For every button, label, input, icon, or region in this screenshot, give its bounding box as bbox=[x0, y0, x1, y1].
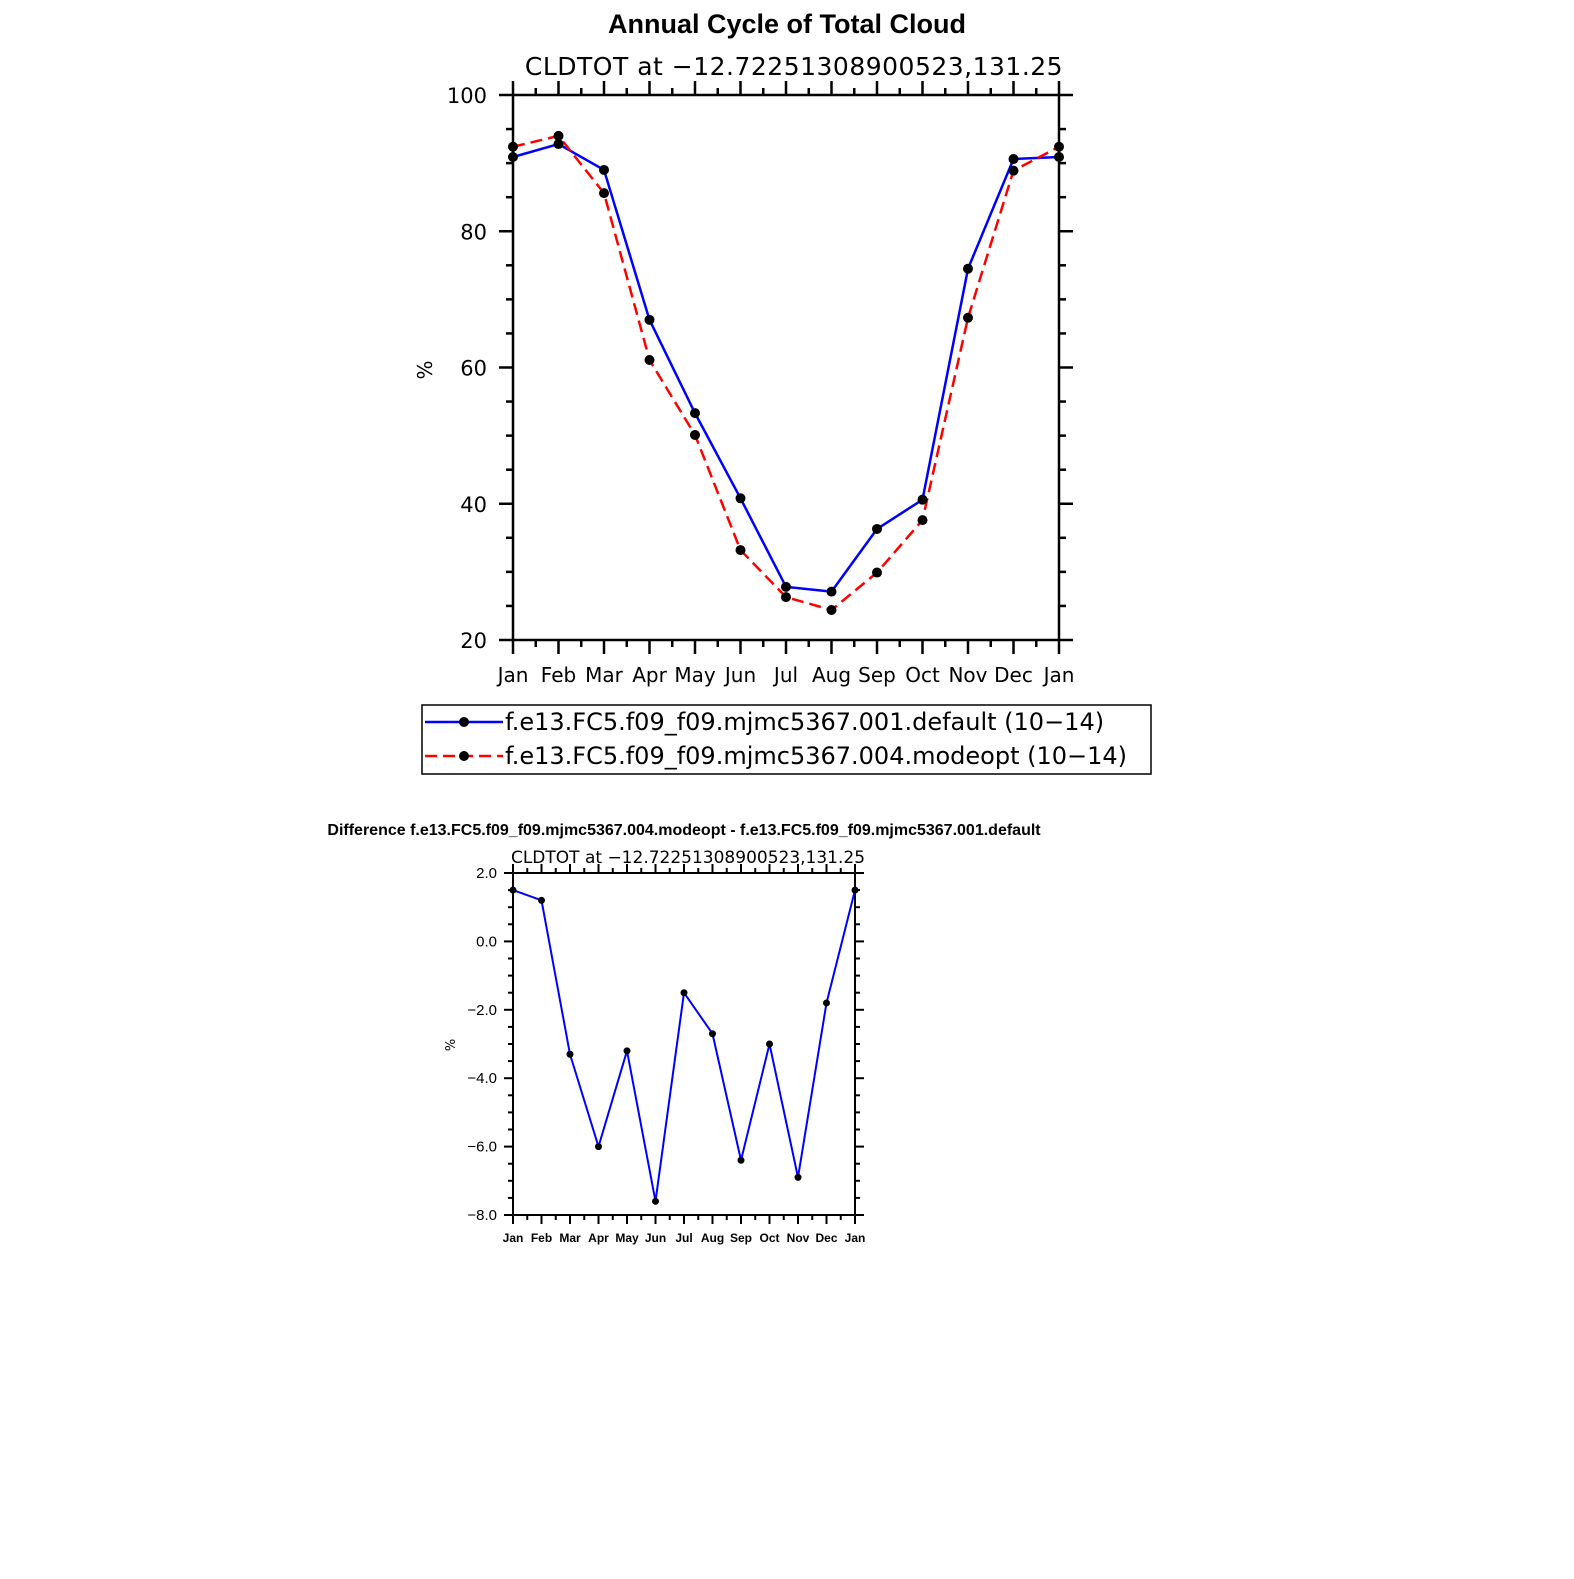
diff-series-1-point bbox=[795, 1174, 802, 1181]
difference-chart-title: Difference f.e13.FC5.f09_f09.mjmc5367.004.modeopt - f.e13.FC5.f09_f09.mjmc5367.001.default bbox=[327, 822, 1041, 839]
diff-series-1-point bbox=[652, 1198, 659, 1205]
main-series-1-point bbox=[690, 408, 700, 418]
main-x-tick-label: Dec bbox=[994, 663, 1033, 687]
main-legend bbox=[422, 705, 1151, 774]
main-series-1-point bbox=[1054, 152, 1064, 162]
main-x-tick-label: Sep bbox=[858, 663, 896, 687]
diff-y-tick-label: −2.0 bbox=[467, 1001, 497, 1019]
main-series-2-point bbox=[554, 131, 564, 141]
main-chart-subtitle: CLDTOT at −12.72251308900523,131.25 bbox=[524, 52, 1064, 81]
diff-x-tick-label: May bbox=[615, 1231, 639, 1245]
main-y-axis-label: % bbox=[413, 360, 437, 380]
diff-x-tick-label: Apr bbox=[588, 1231, 609, 1245]
main-x-tick-label: Nov bbox=[948, 663, 988, 687]
difference-y-axis-label: % bbox=[444, 1038, 459, 1052]
diff-x-tick-label: Dec bbox=[815, 1231, 838, 1245]
diff-x-tick-label: Jul bbox=[675, 1231, 693, 1245]
main-series-1-point bbox=[827, 587, 837, 597]
main-series-1-point bbox=[781, 582, 791, 592]
diff-x-tick-label: Feb bbox=[530, 1231, 553, 1245]
diff-y-tick-label: 2.0 bbox=[476, 865, 497, 882]
difference-chart-subtitle: CLDTOT at −12.72251308900523,131.25 bbox=[510, 848, 866, 868]
diff-series-1-point bbox=[823, 999, 830, 1006]
main-y-tick-label: 80 bbox=[460, 220, 487, 245]
main-series-2-point bbox=[1054, 142, 1064, 152]
main-chart bbox=[413, 9, 1151, 774]
legend-series-2-label: f.e13.FC5.f09_f09.mjmc5367.004.modeopt (10−14) bbox=[505, 742, 1128, 770]
diff-series-1-point bbox=[538, 897, 545, 904]
main-x-tick-label: Jan bbox=[1043, 663, 1075, 687]
diff-series-1-point bbox=[738, 1157, 745, 1164]
main-series-2-point bbox=[508, 142, 518, 152]
diff-x-tick-label: Jun bbox=[644, 1231, 667, 1245]
main-chart-title: Annual Cycle of Total Cloud bbox=[607, 9, 967, 39]
main-x-tick-label: Jun bbox=[724, 663, 757, 687]
diff-y-tick-label: −4.0 bbox=[467, 1070, 497, 1088]
diff-y-tick-label: −6.0 bbox=[467, 1138, 497, 1156]
main-series-2-point bbox=[918, 515, 928, 525]
main-series-1-point bbox=[963, 264, 973, 274]
diff-series-1-point bbox=[766, 1041, 773, 1048]
main-x-tick-label: Oct bbox=[905, 663, 940, 687]
legend-series-1-label: f.e13.FC5.f09_f09.mjmc5367.001.default (10−14) bbox=[505, 708, 1105, 736]
main-plot-frame bbox=[513, 95, 1059, 640]
diff-series-1-point bbox=[681, 989, 688, 996]
main-series-2-point bbox=[1009, 166, 1019, 176]
diff-series-1-point bbox=[709, 1030, 716, 1037]
main-series-2-point bbox=[827, 605, 837, 615]
main-series-1-point bbox=[645, 315, 655, 325]
main-x-tick-label: Apr bbox=[632, 663, 667, 687]
main-series-2-point bbox=[736, 545, 746, 555]
main-y-tick-label: 20 bbox=[460, 629, 487, 653]
main-series-2-point bbox=[690, 430, 700, 440]
main-series-1-line bbox=[513, 144, 1059, 592]
legend-series-2-marker bbox=[459, 751, 469, 761]
diff-series-1-point bbox=[567, 1051, 574, 1058]
diff-plot-frame bbox=[513, 873, 855, 1215]
main-series-2-point bbox=[872, 568, 882, 578]
main-series-1-point bbox=[508, 152, 518, 162]
diff-series-1-point bbox=[852, 887, 859, 894]
diff-series-1-line bbox=[513, 890, 855, 1201]
main-series-2-point bbox=[645, 355, 655, 365]
diff-x-tick-label: Nov bbox=[786, 1231, 810, 1245]
main-x-tick-label: Jul bbox=[773, 663, 799, 687]
main-y-tick-label: 60 bbox=[460, 356, 487, 381]
main-series-1-point bbox=[599, 165, 609, 175]
main-x-tick-label: Aug bbox=[811, 663, 852, 687]
main-series-1-point bbox=[872, 524, 882, 534]
diff-x-tick-label: Aug bbox=[700, 1231, 725, 1245]
diff-x-tick-label: Oct bbox=[759, 1231, 780, 1245]
main-x-tick-label: Jan bbox=[497, 663, 529, 687]
main-series-2-point bbox=[781, 592, 791, 602]
difference-chart bbox=[327, 822, 1041, 1245]
main-series-1-point bbox=[918, 495, 928, 505]
main-series-1-point bbox=[1009, 154, 1019, 164]
main-y-tick-label: 100 bbox=[446, 84, 487, 108]
main-series-1-point bbox=[736, 493, 746, 503]
diff-series-1-point bbox=[595, 1143, 602, 1150]
main-series-2-point bbox=[963, 313, 973, 323]
main-series-2-line bbox=[513, 136, 1059, 610]
main-x-tick-label: May bbox=[674, 663, 716, 687]
diff-y-tick-label: −8.0 bbox=[467, 1207, 497, 1224]
main-x-tick-label: Mar bbox=[585, 663, 623, 687]
main-x-tick-label: Feb bbox=[540, 663, 577, 687]
main-series-2-point bbox=[599, 188, 609, 198]
diff-y-tick-label: 0.0 bbox=[476, 933, 497, 951]
diff-x-tick-label: Jan bbox=[844, 1231, 866, 1245]
diff-x-tick-label: Sep bbox=[729, 1231, 753, 1245]
diff-x-tick-label: Mar bbox=[559, 1231, 581, 1245]
main-y-tick-label: 40 bbox=[460, 492, 487, 517]
diff-x-tick-label: Jan bbox=[502, 1231, 524, 1245]
diff-series-1-point bbox=[624, 1047, 631, 1054]
legend-series-1-marker bbox=[459, 717, 469, 727]
diff-series-1-point bbox=[510, 887, 517, 894]
